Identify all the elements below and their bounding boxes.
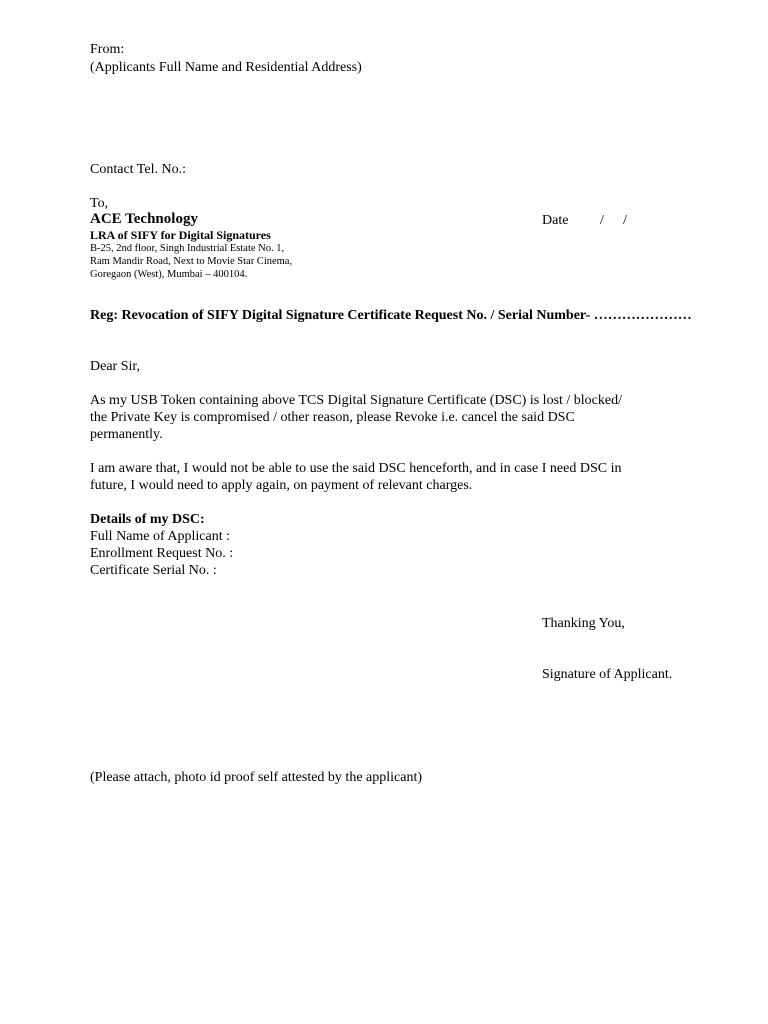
closing-signature: Signature of Applicant. [542,667,673,682]
body-paragraph-line: I am aware that, I would not be able to use the said DSC henceforth, and in case I need DSC in [90,461,622,476]
body-paragraph-line: the Private Key is compromised / other reason, please Revoke i.e. cancel the said DSC [90,410,575,425]
recipient-subtitle: LRA of SIFY for Digital Signatures [90,228,271,242]
recipient-company: ACE Technology [90,211,198,227]
contact-label: Contact Tel. No.: [90,162,186,177]
date-slash: / [623,213,627,228]
recipient-address-line: B-25, 2nd floor, Singh Industrial Estate No. 1, [90,243,285,254]
recipient-address-line: Goregaon (West), Mumbai – 400104. [90,269,248,280]
recipient-address-line: Ram Mandir Road, Next to Movie Star Cinema, [90,256,293,267]
attachment-note: (Please attach, photo id proof self attested by the applicant) [90,770,423,785]
subject-line: Reg: Revocation of SIFY Digital Signature Certificate Request No. / Serial Number- ………………… [90,308,692,323]
salutation: Dear Sir, [90,359,140,374]
date-slash: / [600,213,604,228]
closing-thanks: Thanking You, [542,616,625,631]
body-paragraph-line: permanently. [90,427,163,442]
body-paragraph-line: As my USB Token containing above TCS Digital Signature Certificate (DSC) is lost / blocked/ [90,393,622,408]
details-heading: Details of my DSC: [90,512,205,527]
details-field: Certificate Serial No. : [90,563,217,578]
from-label: From: [90,42,125,57]
date-label: Date [542,213,569,228]
body-paragraph-line: future, I would need to apply again, on payment of relevant charges. [90,478,473,493]
to-label: To, [90,196,109,211]
details-field: Enrollment Request No. : [90,546,234,561]
details-field: Full Name of Applicant : [90,529,230,544]
from-placeholder: (Applicants Full Name and Residential Address) [90,60,362,75]
